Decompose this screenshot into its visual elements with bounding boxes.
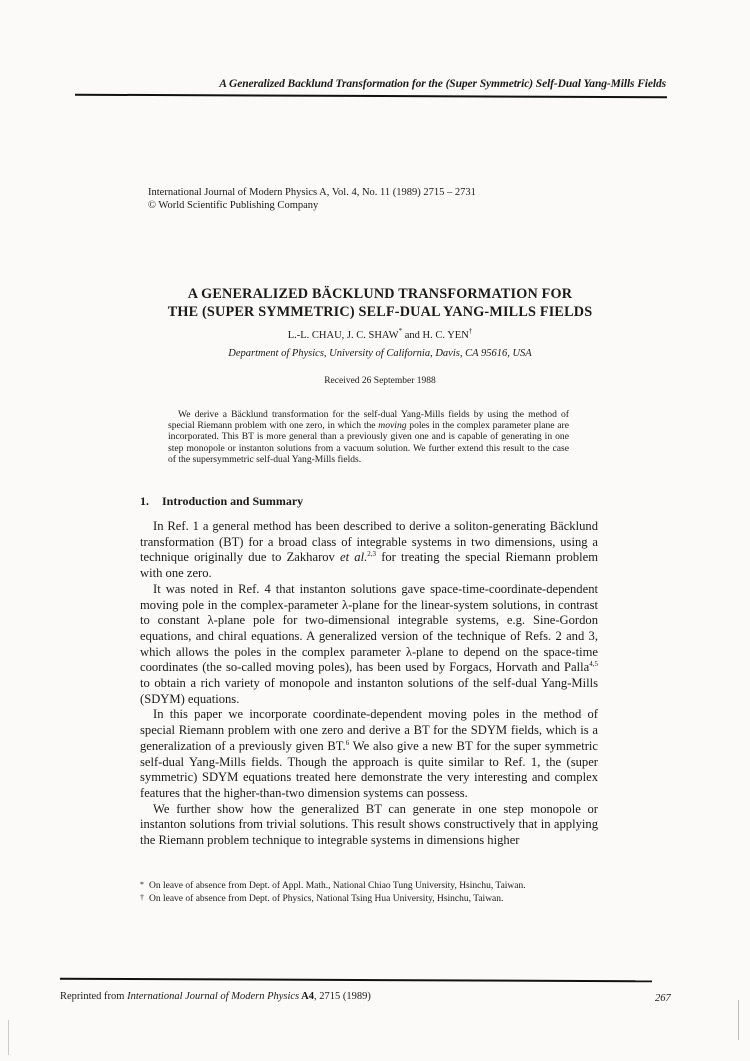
reprint-journal: International Journal of Modern Physics (127, 991, 300, 1002)
paragraph-text: We further show how the generalized BT can generate in one step monopole or instanton solutions from trivial solutions. This result shows constructively that in applying the Riemann problem technique to integrable systems in dimensions higher (140, 801, 598, 848)
footnote-mark-1: * (398, 327, 403, 335)
footnote-text: On leave of absence from Dept. of Appl. Math., National Chiao Tung University, Hsinchu, Taiwan. (149, 881, 526, 891)
paragraph-text: to obtain a rich variety of monopole and instanton solutions of the self-dual Yang-Mills (SDYM) equations. (140, 676, 598, 706)
abstract-text-1: We derive a Bäcklund transformation for the self-dual Yang-Mills fields by using the method of special Riemann problem with one zero, in which the (168, 409, 569, 432)
paragraph-text: We also give a new BT for the super symmetric self-dual Yang-Mills fields. Though the approach is quite similar to Ref. 1, the (super symmetric) SDYM equations treated here demonstrate the very interesting and complex features that the higher-than-two dimension systems can possess. (140, 738, 598, 800)
reprint-prefix: Reprinted from (60, 991, 128, 1002)
paper-title (100, 285, 660, 321)
paragraph-text: In Ref. 1 a general method has been described to derive a soliton-generating Bäcklund transformation (BT) for a broad class of integrable systems in two dimensions, using a technique originally due to Zakharov (140, 519, 598, 565)
author-list (100, 327, 660, 341)
footnotes (140, 880, 610, 905)
abstract (168, 409, 569, 465)
section-title: Introduction and Summary (162, 494, 304, 508)
received-date: Received 26 September 1988 (324, 376, 436, 386)
header-rule (75, 94, 667, 99)
footnote-2 (140, 893, 610, 906)
paragraph-text: It was noted in Ref. 4 that instanton solutions gave space-time-coordinate-dependent moving pole in the complex-parameter λ-plane for the linear-system solutions, in contrast to constant λ-plane pole for two-dimensional integrable systems, e.g. Sine-Gordon equations, and chiral equations. A generalized version of the technique of Refs. 2 and 3, which allows the poles in the complex parameter λ-plane to depend on the space-time coordinates (the so-called moving poles), has been used by Forgacs, Horvath and Palla (140, 581, 598, 675)
paragraph-1 (140, 519, 598, 582)
footnote-text: On leave of absence from Dept. of Physics, National Tsing Hua University, Hsinchu, Taiwan. (149, 893, 504, 904)
paragraph-4 (140, 802, 598, 849)
author-last: and H. C. YEN (402, 330, 469, 341)
section-number: 1. (140, 494, 149, 508)
footer-rule (60, 978, 652, 983)
scan-edge-mark (738, 1000, 739, 1040)
page-number: 267 (655, 993, 671, 1004)
affiliation: Department of Physics, University of California, Davis, CA 95616, USA (228, 348, 532, 359)
abstract-text-2: poles in the complex parameter plane are incorporated. This BT is more general than a previously given one and is capable of generating in one step monopole or instanton solutions from a vacuum solution. We further extend this result to the case of the supersymmetric self-dual Yang-Mills fields. (168, 420, 569, 465)
body-text (140, 519, 598, 849)
title-line-1: A GENERALIZED BÄCKLUND TRANSFORMATION FOR (187, 286, 573, 302)
citation-ref: 6 (345, 738, 350, 747)
paragraph-2 (140, 582, 598, 708)
section-heading (140, 494, 303, 509)
citation-ref: 4,5 (589, 660, 598, 669)
paragraph-text: In this paper we incorporate coordinate-dependent moving poles in the method of special Riemann problem with one zero and derive a BT for the SDYM fields, which is a generalization of a previously given BT. (140, 707, 598, 753)
title-line-2: THE (SUPER SYMMETRIC) SELF-DUAL YANG-MILLS FIELDS (167, 304, 593, 320)
reprint-volume: A4 (299, 991, 315, 1002)
footnote-mark-2: † (468, 327, 473, 335)
journal-info (148, 186, 476, 212)
footnote-1 (140, 880, 610, 893)
reprint-suffix: , 2715 (1989) (314, 991, 371, 1002)
author-names: L.-L. CHAU, J. C. SHAW (287, 330, 399, 341)
paragraph-text: for treating the special Riemann problem with one zero. (140, 550, 599, 581)
emphasis: et al. (340, 550, 368, 565)
citation-ref: 2,3 (367, 550, 377, 559)
abstract-emphasis: moving (378, 420, 407, 432)
running-head: A Generalized Backlund Transformation for the (Super Symmetric) Self-Dual Yang-Mills Fields (219, 78, 666, 90)
journal-citation: International Journal of Modern Physics A, Vol. 4, No. 11 (1989) 2715 – 2731 (148, 187, 476, 198)
journal-publisher: © World Scientific Publishing Company (148, 200, 319, 211)
footnote-mark: * (140, 880, 144, 889)
footnote-mark: † (140, 892, 144, 902)
scan-edge-mark (8, 1020, 9, 1055)
paragraph-3 (140, 707, 598, 801)
reprint-notice (60, 991, 371, 1002)
